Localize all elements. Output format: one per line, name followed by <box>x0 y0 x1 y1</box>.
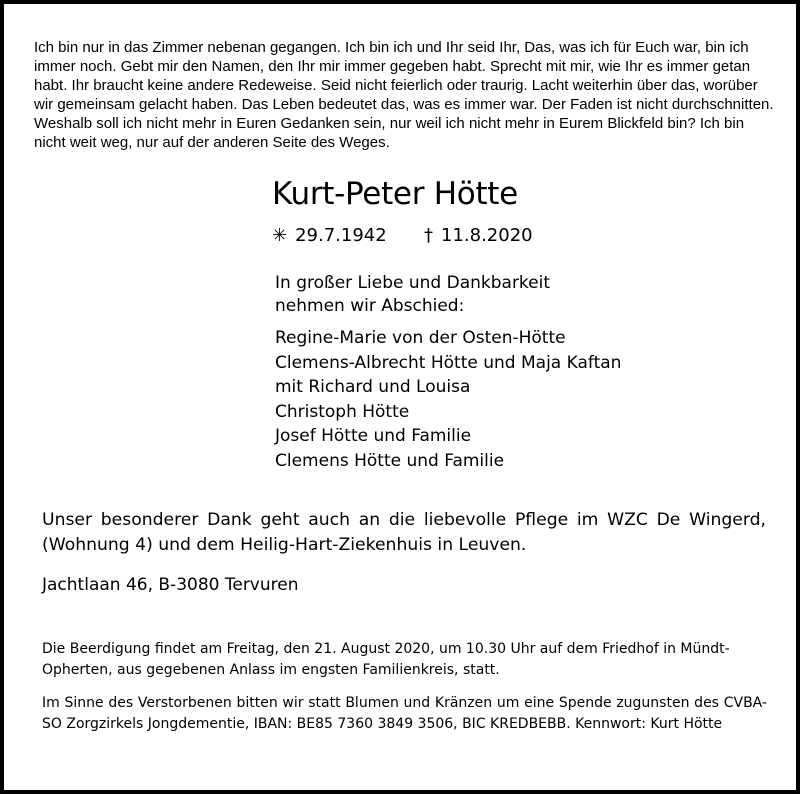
deceased-name: Kurt-Peter Hötte <box>272 176 518 212</box>
death-cross-icon: † <box>424 225 433 246</box>
intro-line: In großer Liebe und Dankbarkeit <box>275 273 551 293</box>
mourner-item: Josef Hötte und Familie <box>275 426 472 446</box>
birth-star-icon: ✳ <box>272 225 288 246</box>
birth-date-group <box>272 224 387 248</box>
mourners-list <box>275 326 621 473</box>
thanks-text: Unser besonderer Dank geht auch an die liebevolle Pflege im WZC De Wingerd, (Wohnung 4) und dem Heilig-Hart-Ziekenhuis in Leuven. <box>42 510 766 555</box>
intro-line: nehmen wir Abschied: <box>275 296 465 316</box>
birth-date: 29.7.1942 <box>295 225 387 246</box>
donation-request: Im Sinne des Verstorbenen bitten wir statt Blumen und Kränzen um eine Spende zugunsten des CVBA-SO Zorgzirkels Jongdementie, IBAN: BE85 7360 3849 3506, BIC KREDBEBB. Kennwort: Kurt Hötte <box>42 695 767 732</box>
death-date: 11.8.2020 <box>441 225 533 246</box>
poem-text: Ich bin nur in das Zimmer nebenan gegangen. Ich bin ich und Ihr seid Ihr, Das, was ich für Euch war, bin ich immer noch. Gebt mir den Namen, den Ihr mir immer gegeben habt. Sprecht mit mir, wie Ihr es immer getan habt. Ihr braucht keine andere Redeweise. Seid nicht feierlich oder traurig. Lacht weiterhin über das, worüber wir gemeinsam gelacht haben. Das Leben bedeutet das, was es immer war. Der Faden ist nicht durchschnitten. Weshalb soll ich nicht mehr in Euren Gedanken sein, nur weil ich nicht mehr in Eurem Blickfeld bin? Ich bin nicht weit weg, nur auf der anderen Seite des Weges. <box>34 39 774 151</box>
funeral-notice: Die Beerdigung findet am Freitag, den 21. August 2020, um 10.30 Uhr auf dem Friedhof in Mündt-Opherten, aus gegebenen Anlass im engsten Familienkreis, statt. <box>42 641 730 678</box>
mourner-item: Regine-Marie von der Osten-Hötte <box>275 328 566 348</box>
mourner-item: Clemens Hötte und Familie <box>275 450 505 471</box>
death-date-group <box>424 224 533 248</box>
mourner-item: mit Richard und Louisa <box>275 377 471 397</box>
mourner-item: Clemens-Albrecht Hötte und Maja Kaftan <box>275 352 622 373</box>
mourner-item: Christoph Hötte <box>275 401 410 422</box>
family-address: Jachtlaan 46, B-3080 Tervuren <box>42 575 299 595</box>
farewell-intro <box>275 272 550 318</box>
